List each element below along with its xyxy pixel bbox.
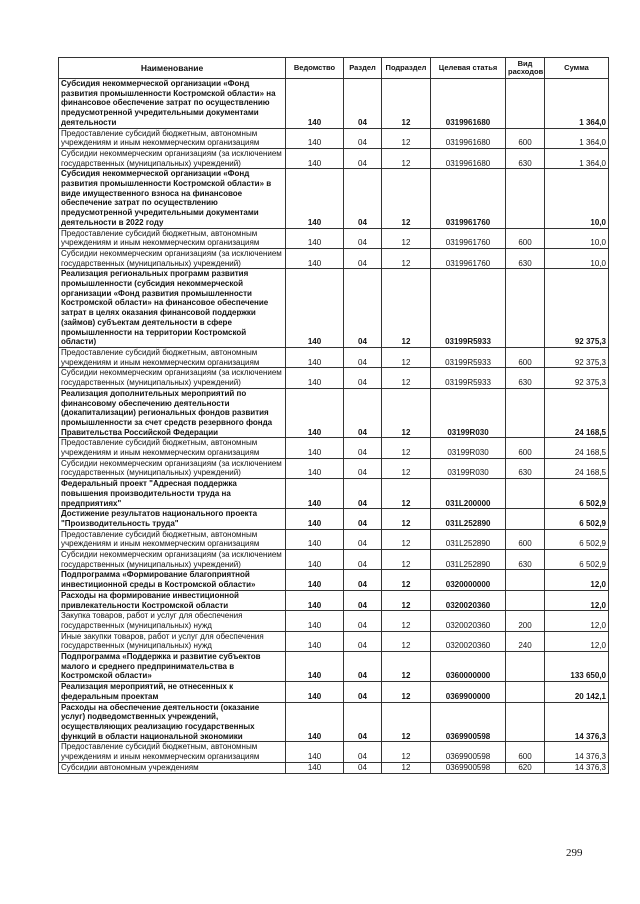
column-header-section: Раздел	[344, 58, 382, 79]
table-row	[59, 368, 609, 388]
cell-target-article: 03199R030	[431, 388, 506, 438]
cell-subsection: 12	[382, 388, 431, 438]
table-row	[59, 128, 609, 148]
table-row	[59, 438, 609, 458]
cell-department: 140	[286, 682, 344, 702]
cell-subsection: 12	[382, 248, 431, 268]
cell-department: 140	[286, 509, 344, 529]
cell-name: Субсидии автономным учреждениям	[59, 762, 286, 773]
cell-target-article: 0319961680	[431, 128, 506, 148]
cell-name: Субсидия некоммерческой организации «Фонд развития промышленности Костромской области» на финансовое обеспечение затрат по осуществлению предусмотренной учредительными документами деятельности	[59, 79, 286, 129]
cell-subsection: 12	[382, 550, 431, 570]
cell-subsection: 12	[382, 702, 431, 742]
cell-subsection: 12	[382, 347, 431, 367]
cell-amount: 92 375,3	[545, 347, 609, 367]
cell-department: 140	[286, 458, 344, 478]
table-row	[59, 652, 609, 682]
cell-expense-type	[506, 269, 545, 348]
table-row	[59, 742, 609, 762]
cell-expense-type: 630	[506, 550, 545, 570]
cell-subsection: 12	[382, 458, 431, 478]
cell-expense-type	[506, 652, 545, 682]
cell-department: 140	[286, 762, 344, 773]
cell-amount: 12,0	[545, 570, 609, 590]
column-header-department: Ведомство	[286, 58, 344, 79]
cell-name: Предоставление субсидий бюджетным, автономным учреждениям и иным некоммерческим организациям	[59, 742, 286, 762]
cell-section: 04	[344, 368, 382, 388]
cell-target-article: 0319961760	[431, 228, 506, 248]
cell-section: 04	[344, 702, 382, 742]
cell-amount: 24 168,5	[545, 388, 609, 438]
cell-section: 04	[344, 228, 382, 248]
table-row	[59, 631, 609, 651]
cell-expense-type: 600	[506, 347, 545, 367]
budget-table	[58, 57, 609, 774]
cell-section: 04	[344, 611, 382, 631]
cell-section: 04	[344, 148, 382, 168]
cell-name: Расходы на обеспечение деятельности (оказание услуг) подведомственных учреждений, осуществляющих реализацию государственных функций в области национальной экономики	[59, 702, 286, 742]
cell-section: 04	[344, 479, 382, 509]
cell-amount: 6 502,9	[545, 529, 609, 549]
cell-section: 04	[344, 438, 382, 458]
cell-expense-type	[506, 682, 545, 702]
table-row	[59, 347, 609, 367]
cell-subsection: 12	[382, 762, 431, 773]
cell-name: Субсидии некоммерческим организациям (за исключением государственных (муниципальных) учреждений)	[59, 550, 286, 570]
table-row	[59, 550, 609, 570]
cell-amount: 92 375,3	[545, 269, 609, 348]
table-row	[59, 169, 609, 228]
cell-expense-type	[506, 388, 545, 438]
cell-section: 04	[344, 550, 382, 570]
cell-amount: 14 376,3	[545, 742, 609, 762]
cell-department: 140	[286, 79, 344, 129]
cell-section: 04	[344, 631, 382, 651]
cell-department: 140	[286, 368, 344, 388]
cell-subsection: 12	[382, 509, 431, 529]
cell-name: Субсидии некоммерческим организациям (за исключением государственных (муниципальных) учреждений)	[59, 458, 286, 478]
table-row	[59, 509, 609, 529]
cell-target-article: 0319961680	[431, 79, 506, 129]
column-header-subsection: Подраздел	[382, 58, 431, 79]
cell-name: Закупка товаров, работ и услуг для обеспечения государственных (муниципальных) нужд	[59, 611, 286, 631]
cell-subsection: 12	[382, 479, 431, 509]
cell-name: Предоставление субсидий бюджетным, автономным учреждениям и иным некоммерческим организациям	[59, 128, 286, 148]
cell-name: Субсидия некоммерческой организации «Фонд развития промышленности Костромской области» в виде имущественного взноса на финансовое обеспечение затрат по осуществлению предусмотренной учредительными документами деятельности в 2022 году	[59, 169, 286, 228]
cell-target-article: 03199R5933	[431, 269, 506, 348]
cell-target-article: 0369900000	[431, 682, 506, 702]
cell-target-article: 0369900598	[431, 702, 506, 742]
cell-subsection: 12	[382, 570, 431, 590]
cell-name: Реализация региональных программ развития промышленности (субсидия некоммерческой организации «Фонд развития промышленности Костромской области» на финансовое обеспечение затрат в целях оказания финансовой поддержки (займов) субъектам деятельности в сфере промышленности на территории Костромской области)	[59, 269, 286, 348]
cell-amount: 12,0	[545, 611, 609, 631]
cell-target-article: 0320000000	[431, 570, 506, 590]
cell-section: 04	[344, 742, 382, 762]
column-header-target-article: Целевая статья	[431, 58, 506, 79]
cell-amount: 14 376,3	[545, 762, 609, 773]
cell-target-article: 03199R030	[431, 458, 506, 478]
cell-amount: 6 502,9	[545, 509, 609, 529]
cell-expense-type: 630	[506, 148, 545, 168]
cell-name: Достижение результатов национального проекта "Производительность труда"	[59, 509, 286, 529]
table-row	[59, 762, 609, 773]
cell-subsection: 12	[382, 652, 431, 682]
cell-name: Подпрограмма «Поддержка и развитие субъектов малого и среднего предпринимательства в Костромской области»	[59, 652, 286, 682]
cell-subsection: 12	[382, 529, 431, 549]
cell-amount: 6 502,9	[545, 550, 609, 570]
table-row	[59, 529, 609, 549]
cell-department: 140	[286, 702, 344, 742]
cell-name: Субсидии некоммерческим организациям (за исключением государственных (муниципальных) учреждений)	[59, 148, 286, 168]
cell-department: 140	[286, 269, 344, 348]
cell-section: 04	[344, 248, 382, 268]
cell-department: 140	[286, 570, 344, 590]
cell-department: 140	[286, 388, 344, 438]
table-row	[59, 479, 609, 509]
cell-subsection: 12	[382, 631, 431, 651]
cell-subsection: 12	[382, 611, 431, 631]
cell-name: Субсидии некоммерческим организациям (за исключением государственных (муниципальных) учреждений)	[59, 368, 286, 388]
cell-target-article: 031L252890	[431, 509, 506, 529]
cell-name: Расходы на формирование инвестиционной привлекательности Костромской области	[59, 590, 286, 610]
cell-section: 04	[344, 590, 382, 610]
cell-expense-type: 600	[506, 228, 545, 248]
cell-amount: 1 364,0	[545, 79, 609, 129]
cell-target-article: 0369900598	[431, 742, 506, 762]
cell-expense-type: 630	[506, 458, 545, 478]
table-header-row	[59, 58, 609, 79]
table-row	[59, 458, 609, 478]
cell-name: Предоставление субсидий бюджетным, автономным учреждениям и иным некоммерческим организациям	[59, 529, 286, 549]
cell-section: 04	[344, 79, 382, 129]
cell-target-article: 03199R5933	[431, 347, 506, 367]
cell-department: 140	[286, 438, 344, 458]
cell-subsection: 12	[382, 169, 431, 228]
cell-department: 140	[286, 652, 344, 682]
page-number: 299	[566, 847, 583, 859]
cell-name: Предоставление субсидий бюджетным, автономным учреждениям и иным некоммерческим организациям	[59, 347, 286, 367]
cell-amount: 14 376,3	[545, 702, 609, 742]
table-row	[59, 228, 609, 248]
cell-section: 04	[344, 682, 382, 702]
table-row	[59, 682, 609, 702]
cell-subsection: 12	[382, 128, 431, 148]
cell-target-article: 0320020360	[431, 611, 506, 631]
column-header-amount: Сумма	[545, 58, 609, 79]
cell-expense-type: 200	[506, 611, 545, 631]
cell-target-article: 031L252890	[431, 550, 506, 570]
cell-amount: 1 364,0	[545, 148, 609, 168]
cell-department: 140	[286, 169, 344, 228]
cell-department: 140	[286, 128, 344, 148]
cell-name: Реализация дополнительных мероприятий по финансовому обеспечению деятельности (докапитализации) региональных фондов развития промышленности за счет средств резервного фонда Правительства Российской Федерации	[59, 388, 286, 438]
cell-target-article: 031L252890	[431, 529, 506, 549]
cell-section: 04	[344, 529, 382, 549]
cell-section: 04	[344, 509, 382, 529]
cell-amount: 12,0	[545, 631, 609, 651]
cell-expense-type: 600	[506, 742, 545, 762]
cell-department: 140	[286, 248, 344, 268]
cell-expense-type	[506, 570, 545, 590]
cell-expense-type: 600	[506, 128, 545, 148]
cell-subsection: 12	[382, 682, 431, 702]
cell-subsection: 12	[382, 148, 431, 168]
cell-expense-type	[506, 79, 545, 129]
cell-section: 04	[344, 128, 382, 148]
cell-amount: 92 375,3	[545, 368, 609, 388]
cell-target-article: 031L200000	[431, 479, 506, 509]
cell-department: 140	[286, 550, 344, 570]
cell-expense-type	[506, 590, 545, 610]
cell-name: Предоставление субсидий бюджетным, автономным учреждениям и иным некоммерческим организациям	[59, 438, 286, 458]
cell-department: 140	[286, 742, 344, 762]
cell-amount: 10,0	[545, 228, 609, 248]
table-body	[59, 79, 609, 774]
cell-amount: 24 168,5	[545, 458, 609, 478]
cell-target-article: 03199R5933	[431, 368, 506, 388]
cell-department: 140	[286, 590, 344, 610]
table-row	[59, 702, 609, 742]
cell-expense-type: 620	[506, 762, 545, 773]
cell-name: Реализация мероприятий, не отнесенных к федеральным проектам	[59, 682, 286, 702]
cell-section: 04	[344, 570, 382, 590]
cell-expense-type	[506, 479, 545, 509]
cell-section: 04	[344, 269, 382, 348]
cell-subsection: 12	[382, 590, 431, 610]
cell-name: Федеральный проект "Адресная поддержка повышения производительности труда на предприятиях"	[59, 479, 286, 509]
table-row	[59, 79, 609, 129]
cell-name: Предоставление субсидий бюджетным, автономным учреждениям и иным некоммерческим организациям	[59, 228, 286, 248]
cell-amount: 133 650,0	[545, 652, 609, 682]
cell-department: 140	[286, 479, 344, 509]
cell-section: 04	[344, 169, 382, 228]
cell-subsection: 12	[382, 438, 431, 458]
cell-target-article: 0319961680	[431, 148, 506, 168]
cell-department: 140	[286, 631, 344, 651]
cell-amount: 10,0	[545, 248, 609, 268]
cell-target-article: 0320020360	[431, 590, 506, 610]
cell-name: Иные закупки товаров, работ и услуг для обеспечения государственных (муниципальных) нужд	[59, 631, 286, 651]
cell-subsection: 12	[382, 269, 431, 348]
cell-department: 140	[286, 611, 344, 631]
cell-section: 04	[344, 762, 382, 773]
cell-expense-type: 240	[506, 631, 545, 651]
cell-expense-type	[506, 509, 545, 529]
column-header-expense-type: Вид расходов	[506, 58, 545, 79]
cell-expense-type: 630	[506, 248, 545, 268]
cell-subsection: 12	[382, 228, 431, 248]
cell-subsection: 12	[382, 742, 431, 762]
cell-subsection: 12	[382, 368, 431, 388]
table-row	[59, 590, 609, 610]
cell-target-article: 0319961760	[431, 248, 506, 268]
cell-amount: 1 364,0	[545, 128, 609, 148]
cell-amount: 24 168,5	[545, 438, 609, 458]
cell-expense-type	[506, 169, 545, 228]
column-header-name: Наименование	[59, 58, 286, 79]
cell-target-article: 0319961760	[431, 169, 506, 228]
cell-expense-type: 630	[506, 368, 545, 388]
cell-amount: 20 142,1	[545, 682, 609, 702]
cell-name: Подпрограмма «Формирование благоприятной инвестиционной среды в Костромской области»	[59, 570, 286, 590]
cell-amount: 10,0	[545, 169, 609, 228]
cell-name: Субсидии некоммерческим организациям (за исключением государственных (муниципальных) учреждений)	[59, 248, 286, 268]
cell-target-article: 0320020360	[431, 631, 506, 651]
table-row	[59, 388, 609, 438]
table-row	[59, 148, 609, 168]
cell-department: 140	[286, 347, 344, 367]
cell-target-article: 03199R030	[431, 438, 506, 458]
table-row	[59, 570, 609, 590]
cell-amount: 12,0	[545, 590, 609, 610]
table-row	[59, 611, 609, 631]
cell-section: 04	[344, 652, 382, 682]
cell-amount: 6 502,9	[545, 479, 609, 509]
cell-section: 04	[344, 388, 382, 438]
cell-subsection: 12	[382, 79, 431, 129]
cell-department: 140	[286, 529, 344, 549]
cell-section: 04	[344, 458, 382, 478]
cell-section: 04	[344, 347, 382, 367]
cell-department: 140	[286, 148, 344, 168]
cell-department: 140	[286, 228, 344, 248]
table-row	[59, 269, 609, 348]
cell-target-article: 0360000000	[431, 652, 506, 682]
cell-target-article: 0369900598	[431, 762, 506, 773]
cell-expense-type: 600	[506, 529, 545, 549]
cell-expense-type	[506, 702, 545, 742]
table-row	[59, 248, 609, 268]
cell-expense-type: 600	[506, 438, 545, 458]
